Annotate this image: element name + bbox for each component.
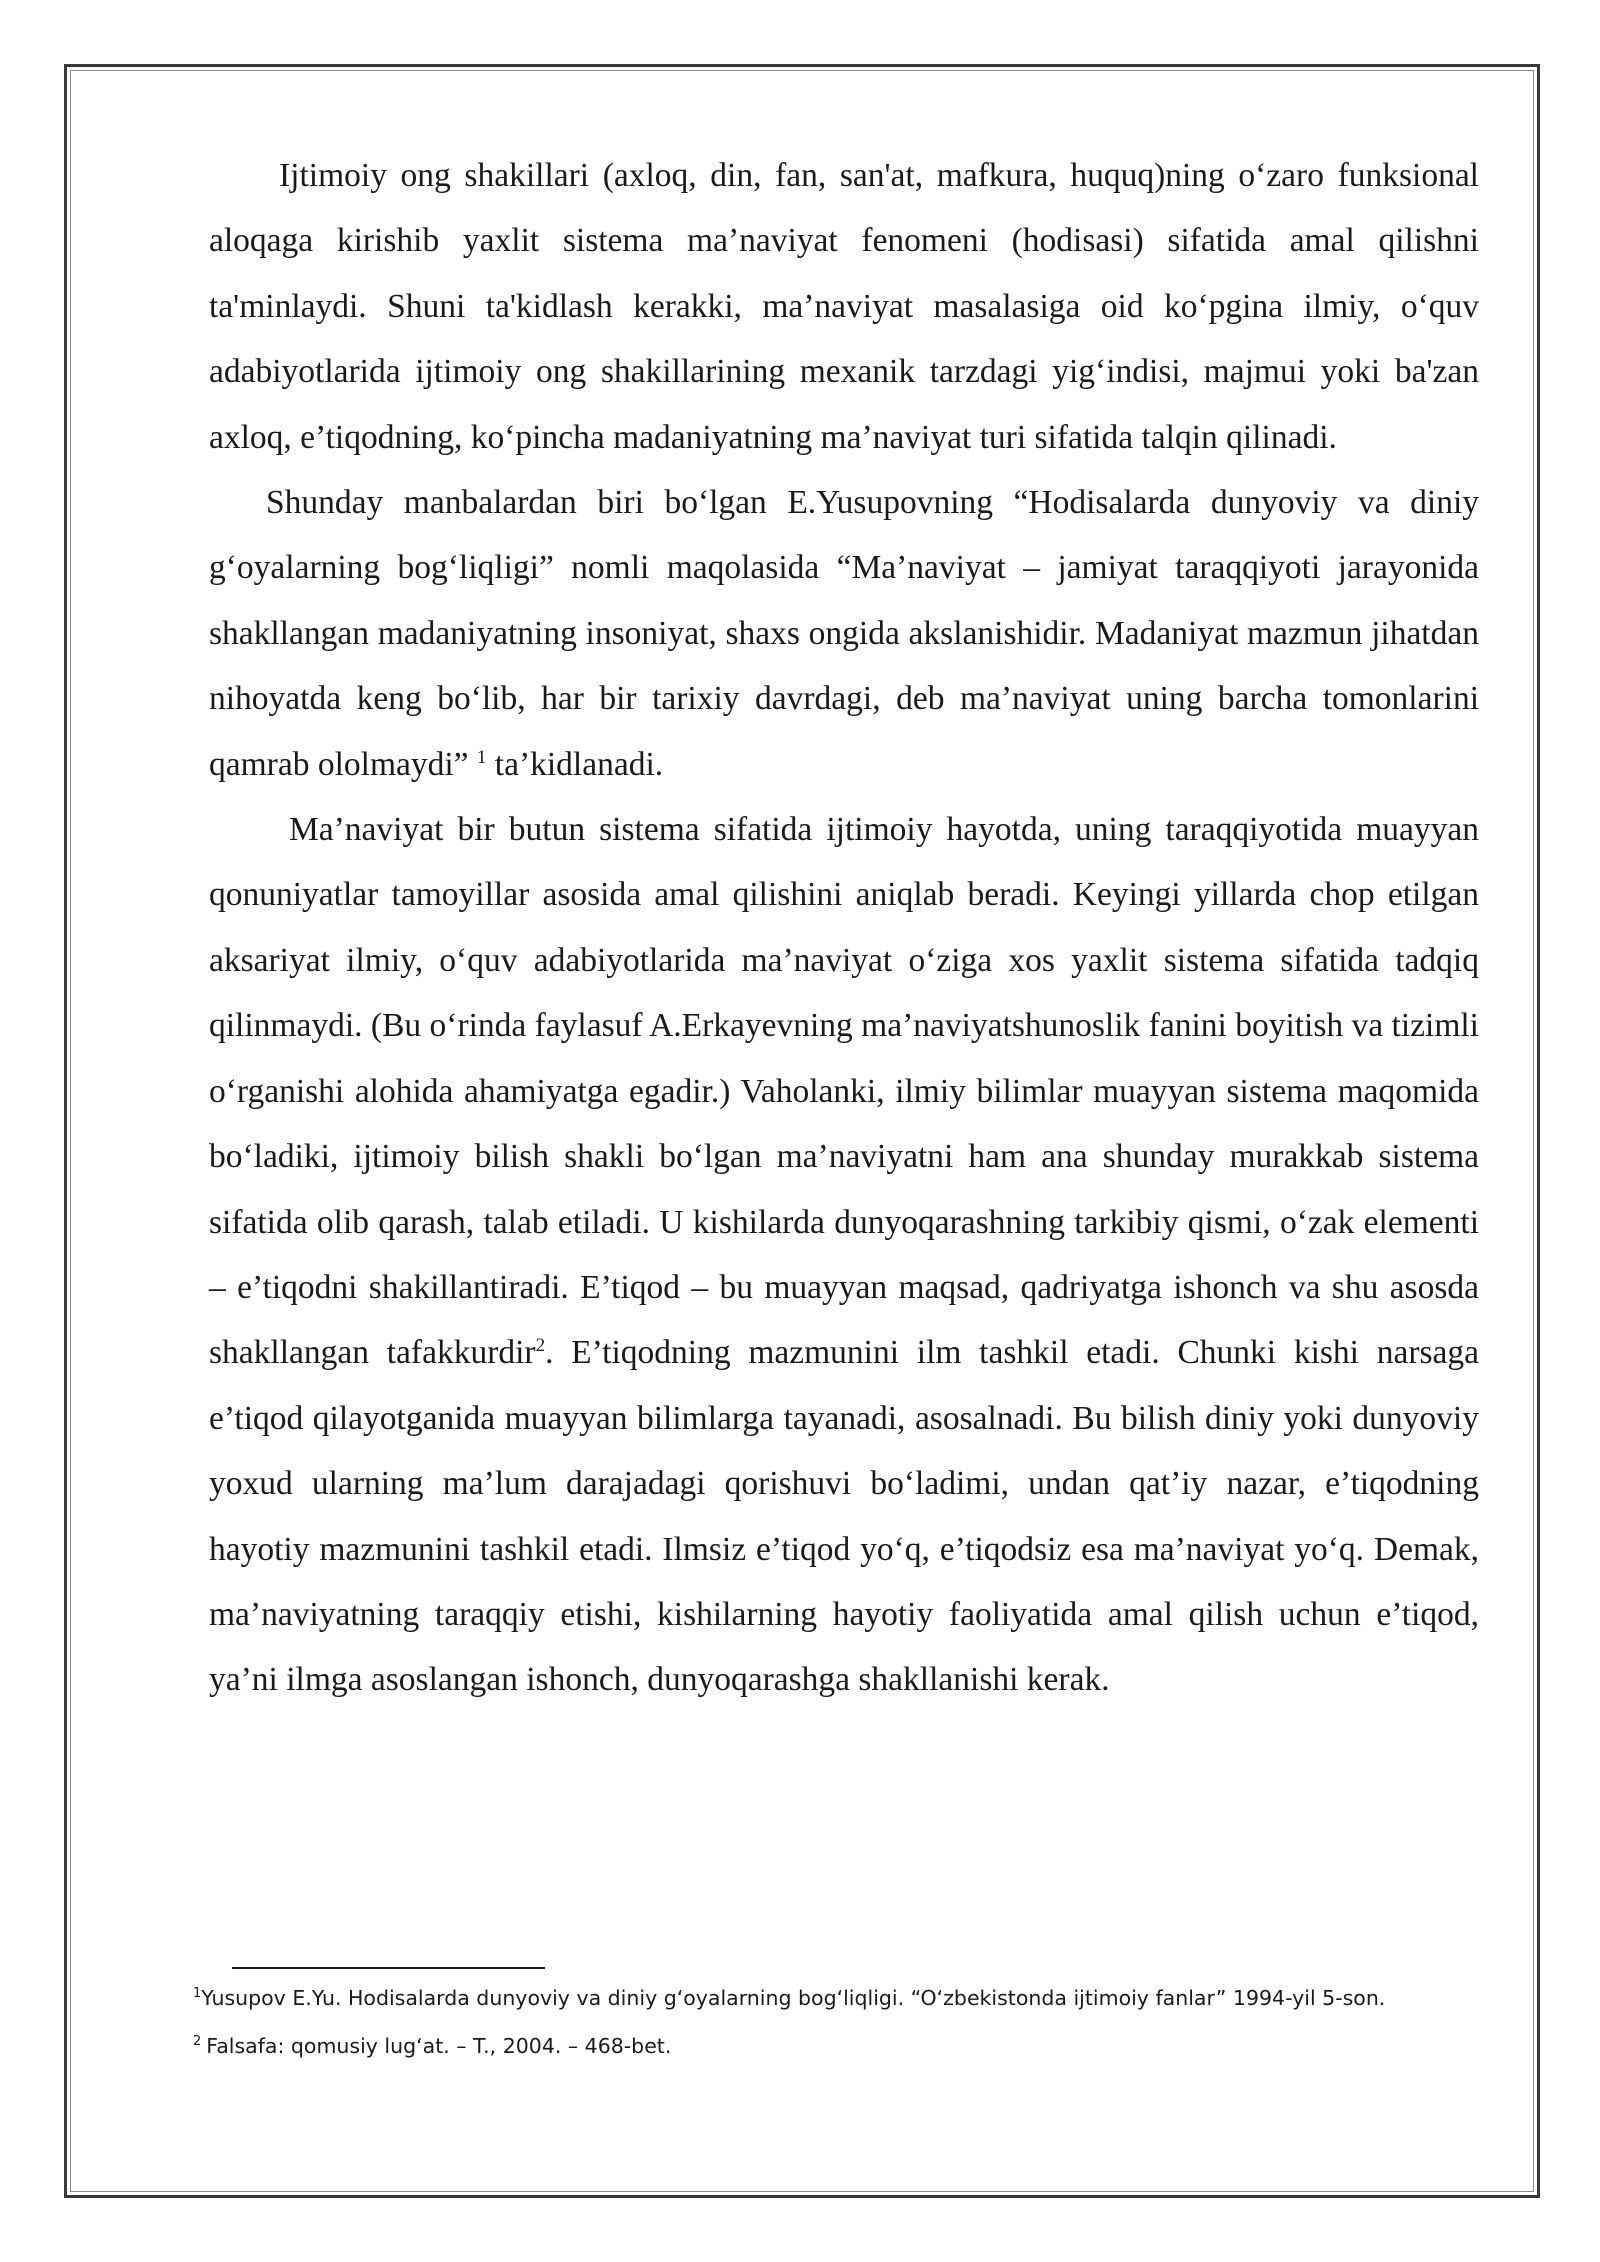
footnote-1-text: Yusupov E.Yu. Hodisalarda dunyoviy va diniy g‘oyalarning bog‘liqligi. “O‘zbekistonda ijtimoiy fanlar” 1994-yil 5-son.	[201, 1986, 1386, 2010]
footnote-1-mark: 1	[193, 1986, 202, 2002]
paragraph-2	[209, 470, 1479, 797]
footnote-ref-2[interactable]: 2	[535, 1335, 546, 1357]
paragraph-3-text-before: Ma’naviyat bir butun sistema sifatida ijtimoiy hayotda, uning taraqqiyotida muayyan qonuniyatlar tamoyillar asosida amal qilishini aniqlab beradi. Keyingi yillarda chop etilgan aksariyat ilmiy, o‘quv adabiyotlarida ma’naviyat o‘ziga xos yaxlit sistema sifatida tadqiq qilinmaydi. (Bu o‘rinda faylasuf A.Erkayevning ma’naviyatshunoslik fanini boyitish va tizimli o‘rganishi alohida ahamiyatga egadir.) Vaholanki, ilmiy bilimlar muayyan sistema maqomida bo‘ladiki, ijtimoiy bilish shakli bo‘lgan ma’naviyatni ham ana shunday murakkab sistema sifatida olib qarash, talab etiladi. U kishilarda dunyoqarashning tarkibiy qismi, o‘zak elementi – e’tiqodni shakillantiradi. E’tiqod – bu muayyan maqsad, qadriyatga ishonch va shu asosda shakllangan tafakkurdir	[209, 811, 1479, 1372]
footnote-2	[193, 2029, 1493, 2063]
footnote-2-mark: 2	[193, 2034, 202, 2050]
paragraph-2-text-after: ta’kidlanadi.	[486, 745, 664, 783]
footnotes	[193, 1981, 1493, 2063]
footnote-ref-1[interactable]: 1	[476, 746, 487, 768]
footnote-separator	[232, 1967, 545, 1969]
paragraph-1	[209, 143, 1479, 470]
paragraph-3	[209, 797, 1479, 1713]
paragraph-3-text-after: . E’tiqodning mazmunini ilm tashkil etadi. Chunki kishi narsaga e’tiqod qilayotganida muayyan bilimlarga tayanadi, asosalnadi. Bu bilish diniy yoki dunyoviy yoxud ularning ma’lum darajadagi qorishuvi bo‘ladimi, undan qat’iy nazar, e’tiqodning hayotiy mazmunini tashkil etadi. Ilmsiz e’tiqod yo‘q, e’tiqodsiz esa ma’naviyat yo‘q. Demak, ma’naviyatning taraqqiy etishi, kishilarning hayotiy faoliyatida amal qilish uchun e’tiqod, ya’ni ilmga asoslangan ishonch, dunyoqarashga shakllanishi kerak.	[209, 1334, 1480, 1699]
footnote-2-text: Falsafa: qomusiy lug‘at. – T., 2004. – 468-bet.	[206, 2034, 672, 2058]
paragraph-2-text-before: Shunday manbalardan biri bo‘lgan E.Yusupovning “Hodisalarda dunyoviy va diniy g‘oyalarning bog‘liqligi” nomli maqolasida “Ma’naviyat – jamiyat taraqqiyoti jarayonida shakllangan madaniyatning insoniyat, shaxs ongida akslanishidir. Madaniyat mazmun jihatdan nihoyatda keng bo‘lib, har bir tarixiy davrdagi, deb ma’naviyat uning barcha tomonlarini qamrab ololmaydi”	[209, 484, 1479, 783]
footnote-1	[193, 1981, 1493, 2015]
document-body	[209, 143, 1479, 1713]
paragraph-1-text: Ijtimoiy ong shakillari (axloq, din, fan, san'at, mafkura, huquq)ning o‘zaro funksional aloqaga kirishib yaxlit sistema ma’naviyat fenomeni (hodisasi) sifatida amal qilishni ta'minlaydi. Shuni ta'kidlash kerakki, ma’naviyat masalasiga oid ko‘pgina ilmiy, o‘quv adabiyotlarida ijtimoiy ong shakillarining mexanik tarzdagi yig‘indisi, majmui yoki ba'zan axloq, e’tiqodning, ko‘pincha madaniyatning ma’naviyat turi sifatida talqin qilinadi.	[209, 157, 1479, 456]
